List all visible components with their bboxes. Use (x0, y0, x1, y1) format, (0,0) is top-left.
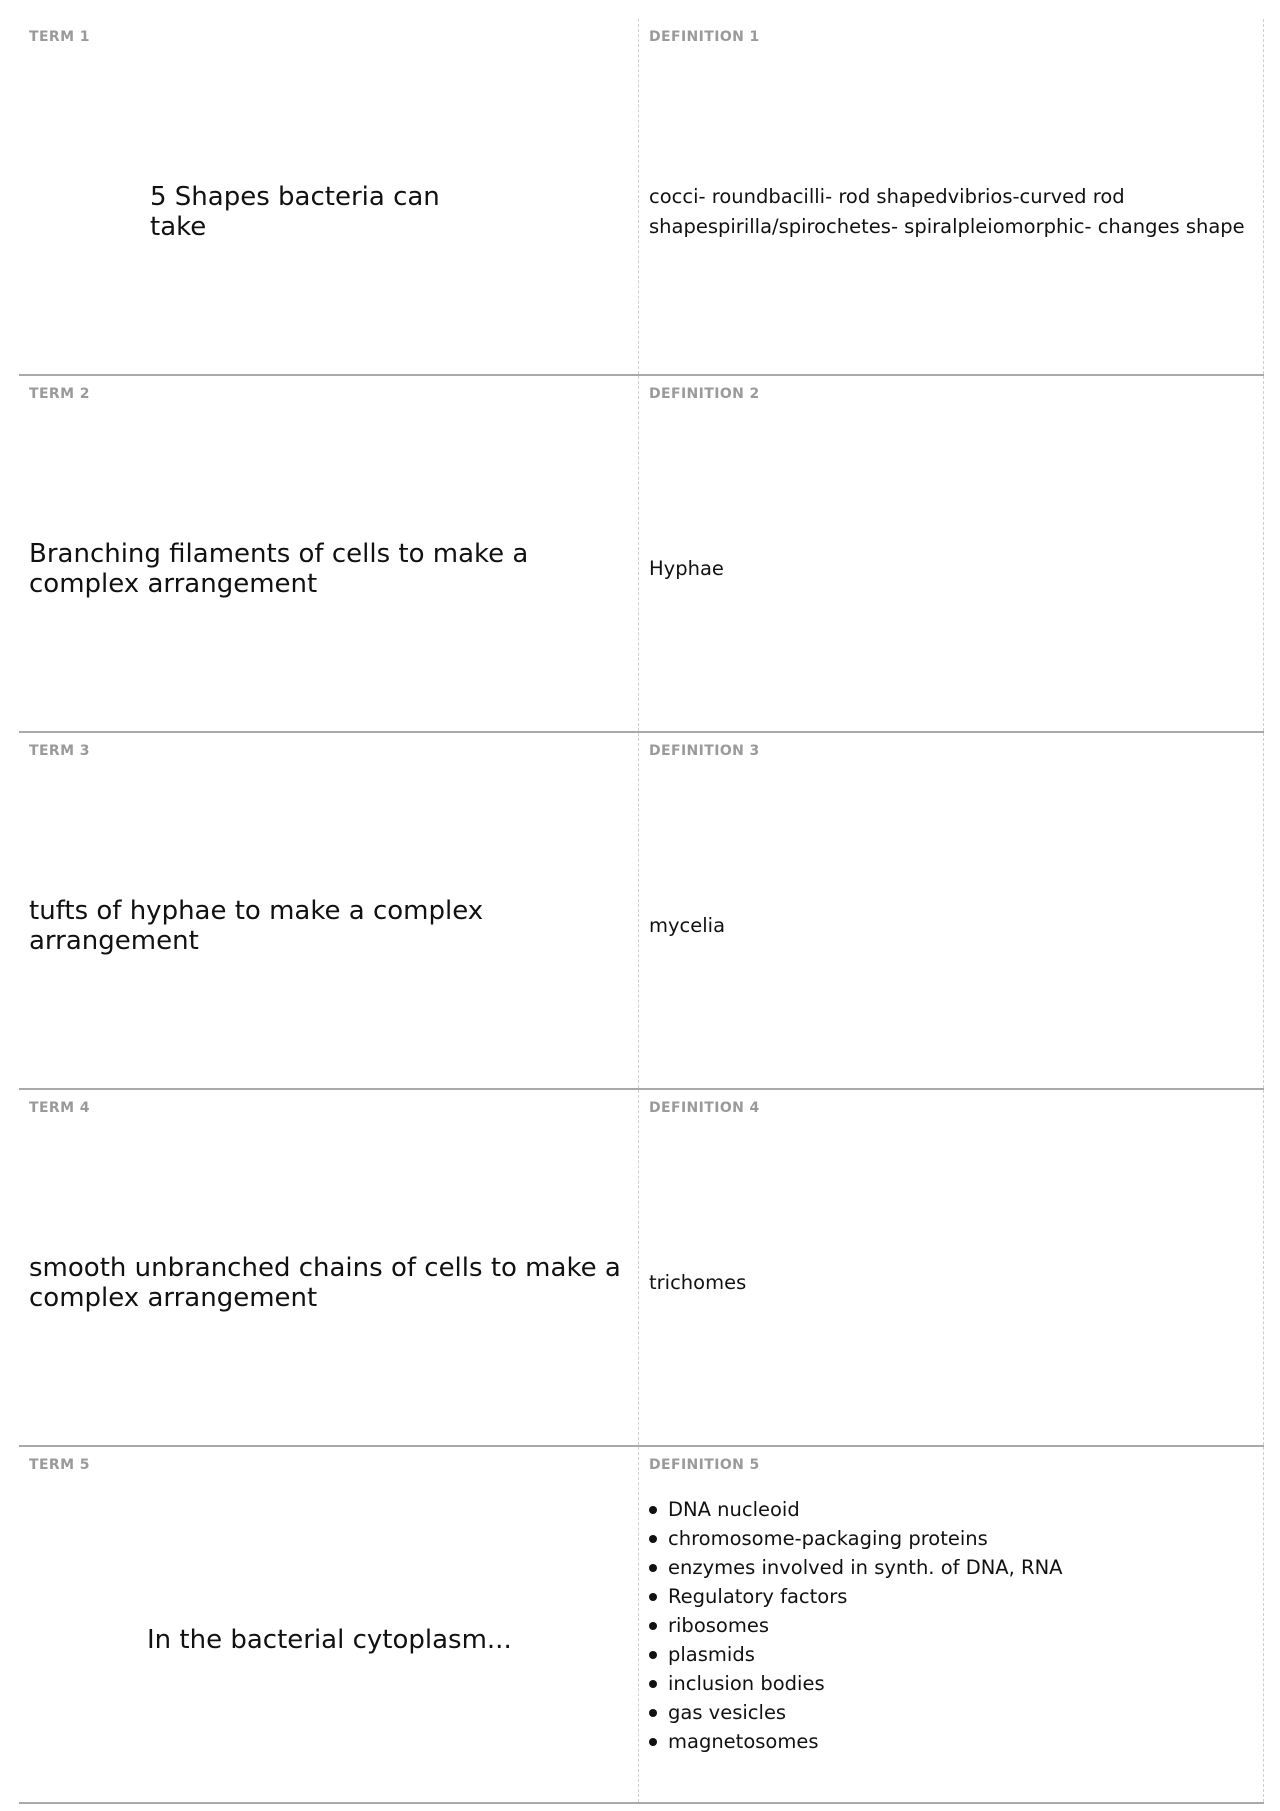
term-body (29, 59, 624, 364)
card-row (19, 733, 1264, 1090)
term-text: Branching filaments of cells to make a complex arrangement (29, 538, 529, 599)
definition-text: trichomes (649, 1270, 747, 1294)
definition-cell (639, 19, 1264, 374)
definition-text: mycelia (649, 913, 726, 937)
term-body (29, 416, 624, 721)
term-text: In the bacterial cytoplasm... (147, 1624, 512, 1655)
term-text: 5 Shapes bacteria can take (150, 181, 440, 242)
term-label: TERM 1 (29, 29, 90, 45)
list-item: gas vesicles (649, 1698, 1063, 1727)
term-label: TERM 2 (29, 386, 90, 402)
list-item: Regulatory factors (649, 1582, 1063, 1611)
definition-list (649, 1495, 1063, 1756)
definition-cell (639, 376, 1264, 731)
definition-body (649, 773, 1249, 1078)
definition-cell (639, 733, 1264, 1088)
list-item: chromosome-packaging proteins (649, 1524, 1063, 1553)
definition-cell (639, 1090, 1264, 1445)
term-text: tufts of hyphae to make a complex arrangement (29, 895, 484, 956)
card-row (19, 1090, 1264, 1447)
definition-label: DEFINITION 1 (649, 29, 760, 45)
card-row (19, 1447, 1264, 1804)
term-cell (19, 1447, 639, 1802)
definition-label: DEFINITION 3 (649, 743, 760, 759)
definition-body (649, 1130, 1249, 1435)
term-body (29, 1130, 624, 1435)
list-item: DNA nucleoid (649, 1495, 1063, 1524)
list-item: enzymes involved in synth. of DNA, RNA (649, 1553, 1063, 1582)
card-row (19, 19, 1264, 376)
card-row (19, 376, 1264, 733)
term-cell (19, 19, 639, 374)
list-item: ribosomes (649, 1611, 1063, 1640)
definition-body (649, 1495, 1249, 1792)
definition-label: DEFINITION 4 (649, 1100, 760, 1116)
list-item: plasmids (649, 1640, 1063, 1669)
term-cell (19, 733, 639, 1088)
term-body (29, 1487, 624, 1792)
definition-body (649, 416, 1249, 721)
term-label: TERM 4 (29, 1100, 90, 1116)
definition-text: Hyphae (649, 556, 724, 580)
term-label: TERM 3 (29, 743, 90, 759)
term-text: smooth unbranched chains of cells to make a complex arrangement (29, 1252, 621, 1313)
term-cell (19, 376, 639, 731)
term-body (29, 773, 624, 1078)
definition-label: DEFINITION 2 (649, 386, 760, 402)
definition-cell (639, 1447, 1264, 1802)
definition-label: DEFINITION 5 (649, 1457, 760, 1473)
definition-body (649, 59, 1249, 364)
term-label: TERM 5 (29, 1457, 90, 1473)
list-item: magnetosomes (649, 1727, 1063, 1756)
list-item: inclusion bodies (649, 1669, 1063, 1698)
flashcard-sheet (19, 19, 1264, 1804)
term-cell (19, 1090, 639, 1445)
definition-text: cocci- roundbacilli- rod shapedvibrios-curved rod shapespirilla/spirochetes- spiralpleiomorphic- changes shape (649, 184, 1245, 238)
